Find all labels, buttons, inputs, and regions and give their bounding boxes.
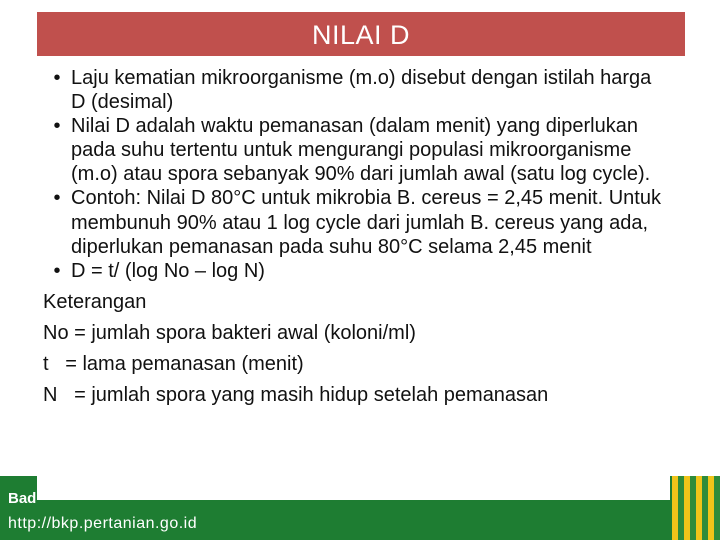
bullet-text: D = t/ (log No – log N) — [71, 259, 265, 282]
bullet-item — [43, 114, 663, 186]
bullet-dot-icon: • — [53, 67, 61, 89]
footer-org-name: Bad — [8, 490, 37, 507]
definition-n: N = jumlah spora yang masih hidup setelah pemanasan — [43, 384, 549, 407]
footer-stripe-decoration — [672, 476, 720, 540]
bullet-item — [43, 259, 663, 283]
bullet-item — [43, 186, 663, 258]
bullet-text: Laju kematian mikroorganisme (m.o) disebut dengan istilah harga D (desimal) — [71, 67, 652, 114]
slide-content — [43, 66, 663, 407]
bullet-item — [43, 66, 663, 114]
title-bar — [37, 12, 685, 56]
definition-t: t = lama pemanasan (menit) — [43, 353, 304, 376]
bullet-text: Contoh: Nilai D 80°C untuk mikrobia B. cereus = 2,45 menit. Untuk membunuh 90% atau 1 log cycle dari jumlah B. cereus yang ada, diperlukan pemanasan pada suhu 80°C selama 2,45 menit — [71, 187, 661, 258]
slide-title: NILAI D — [311, 20, 411, 50]
bullet-text: Nilai D adalah waktu pemanasan (dalam menit) yang diperlukan pada suhu tertentu untuk mengurangi populasi mikroorganisme (m.o) atau spora sebanyak 90% dari jumlah awal (satu log cycle). — [71, 115, 651, 186]
footer-url: http://bkp.pertanian.go.id — [8, 515, 198, 532]
definition-no: No = jumlah spora bakteri awal (koloni/ml) — [43, 321, 416, 344]
bullet-dot-icon: • — [53, 187, 61, 210]
keterangan-heading: Keterangan — [43, 290, 147, 313]
bullet-dot-icon: • — [53, 115, 61, 138]
bullet-dot-icon: • — [53, 259, 61, 282]
